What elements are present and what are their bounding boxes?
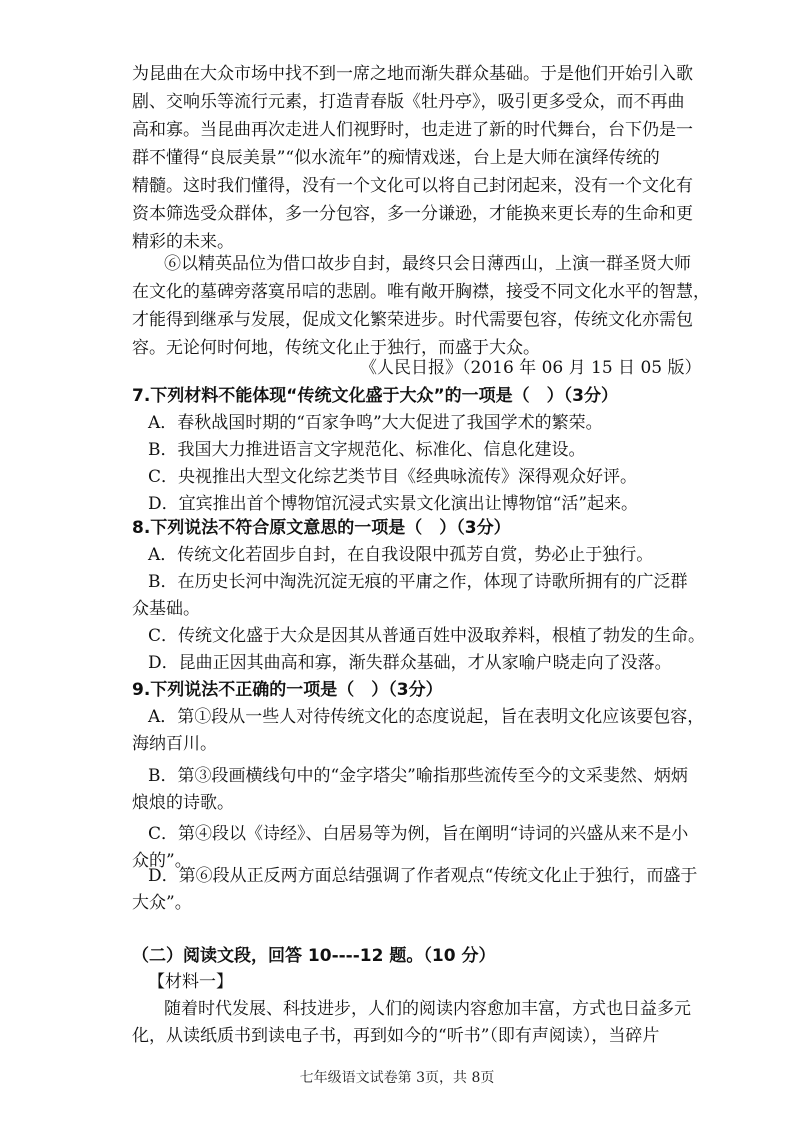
option-c: C．第④段以《诗经》、白居易等为例，旨在阐明“诗词的兴盛从来不是小 <box>148 824 689 844</box>
source-citation: 《人民日报》（2016 年 06 月 15 日 05 版） <box>360 358 702 378</box>
option-c-continued: 众的”。 <box>132 851 192 871</box>
option-b: B．我国大力推进语言文字规范化、标准化、信息化建设。 <box>148 440 586 460</box>
passage-line: 高和寡。当昆曲再次走进人们视野时，也走进了新的时代舞台，台下仍是一 <box>132 120 693 140</box>
option-a: A．第①段从一些人对待传统文化的态度说起，旨在表明文化应该要包容， <box>148 707 705 727</box>
option-b-continued: 众基础。 <box>132 599 200 619</box>
option-b-continued: 烺烺的诗歌。 <box>132 793 234 813</box>
page-footer: 七年级语文试卷第 3页，共 8页 <box>299 1070 495 1086</box>
option-c: C．传统文化盛于大众是因其从普通百姓中汲取养料，根植了勃发的生命。 <box>148 626 706 646</box>
option-c: C．央视推出大型文化综艺类节目《经典咏流传》深得观众好评。 <box>148 467 638 487</box>
option-b: B．在历史长河中淘洗沉淀无痕的平庸之作，体现了诗歌所拥有的广泛群 <box>148 572 688 592</box>
passage-line: 容。无论何时何地，传统文化止于独行，而盛于大众。 <box>132 338 540 358</box>
question-stem: 7.下列材料不能体现“传统文化盛于大众”的一项是（ ）（3分） <box>132 386 618 406</box>
option-a: A．传统文化若固步自封，在自我设限中孤芳自赏，势必止于独行。 <box>148 545 654 565</box>
material-line: 化，从读纸质书到读电子书，再到如今的“听书”（即有声阅读），当碎片 <box>132 1026 660 1046</box>
passage-line: 剧、交响乐等流行元素，打造青春版《牡丹亭》，吸引更多受众，而不再曲 <box>132 92 685 112</box>
material-line: 随着时代发展、科技进步，人们的阅读内容愈加丰富，方式也日益多元 <box>164 999 691 1019</box>
passage-line: 资本筛选受众群体，多一分包容，多一分谦逊，才能换来更长寿的生命和更 <box>132 204 693 224</box>
option-d: D．昆曲正因其曲高和寡，渐失群众基础，才从家喻户晓走向了没落。 <box>148 653 672 673</box>
passage-line: 精髓。这时我们懂得，没有一个文化可以将自己封闭起来，没有一个文化有 <box>132 176 693 196</box>
option-a-continued: 海纳百川。 <box>132 734 217 754</box>
passage-line: 为昆曲在大众市场中找不到一席之地而渐失群众基础。于是他们开始引入歌 <box>132 64 693 84</box>
passage-line: 群不懂得“良辰美景”“似水流年”的痴情戏迷，台上是大师在演绎传统的 <box>132 148 660 168</box>
option-b: B．第③段画横线句中的“金字塔尖”喻指那些流传至今的文采斐然、炳炳 <box>148 766 688 786</box>
option-a: A．春秋战国时期的“百家争鸣”大大促进了我国学术的繁荣。 <box>148 413 603 433</box>
option-d-continued: 大众”。 <box>132 893 192 913</box>
passage-line: 精彩的未来。 <box>132 232 234 252</box>
question-stem: 9.下列说法不正确的一项是（ ）（3分） <box>132 680 443 700</box>
option-d: D．第⑥段从正反两方面总结强调了作者观点“传统文化止于独行，而盛于 <box>148 866 698 886</box>
passage-line: 在文化的墓碑旁落寞吊唁的悲剧。唯有敞开胸襟，接受不同文化水平的智慧， <box>132 282 710 302</box>
section-heading: （二）阅读文段，回答 10----12 题。（10 分） <box>132 946 496 966</box>
passage-line: 才能得到继承与发展，促成文化繁荣进步。时代需要包容，传统文化亦需包 <box>132 310 693 330</box>
passage-line: ⑥以精英品位为借口故步自封，最终只会日薄西山，上演一群圣贤大师 <box>164 254 691 274</box>
material-label: 【材料一】 <box>148 972 233 992</box>
option-d: D．宜宾推出首个博物馆沉浸式实景文化演出让博物馆“活”起来。 <box>148 494 639 514</box>
question-stem: 8.下列说法不符合原文意思的一项是（ ）（3分） <box>132 518 511 538</box>
